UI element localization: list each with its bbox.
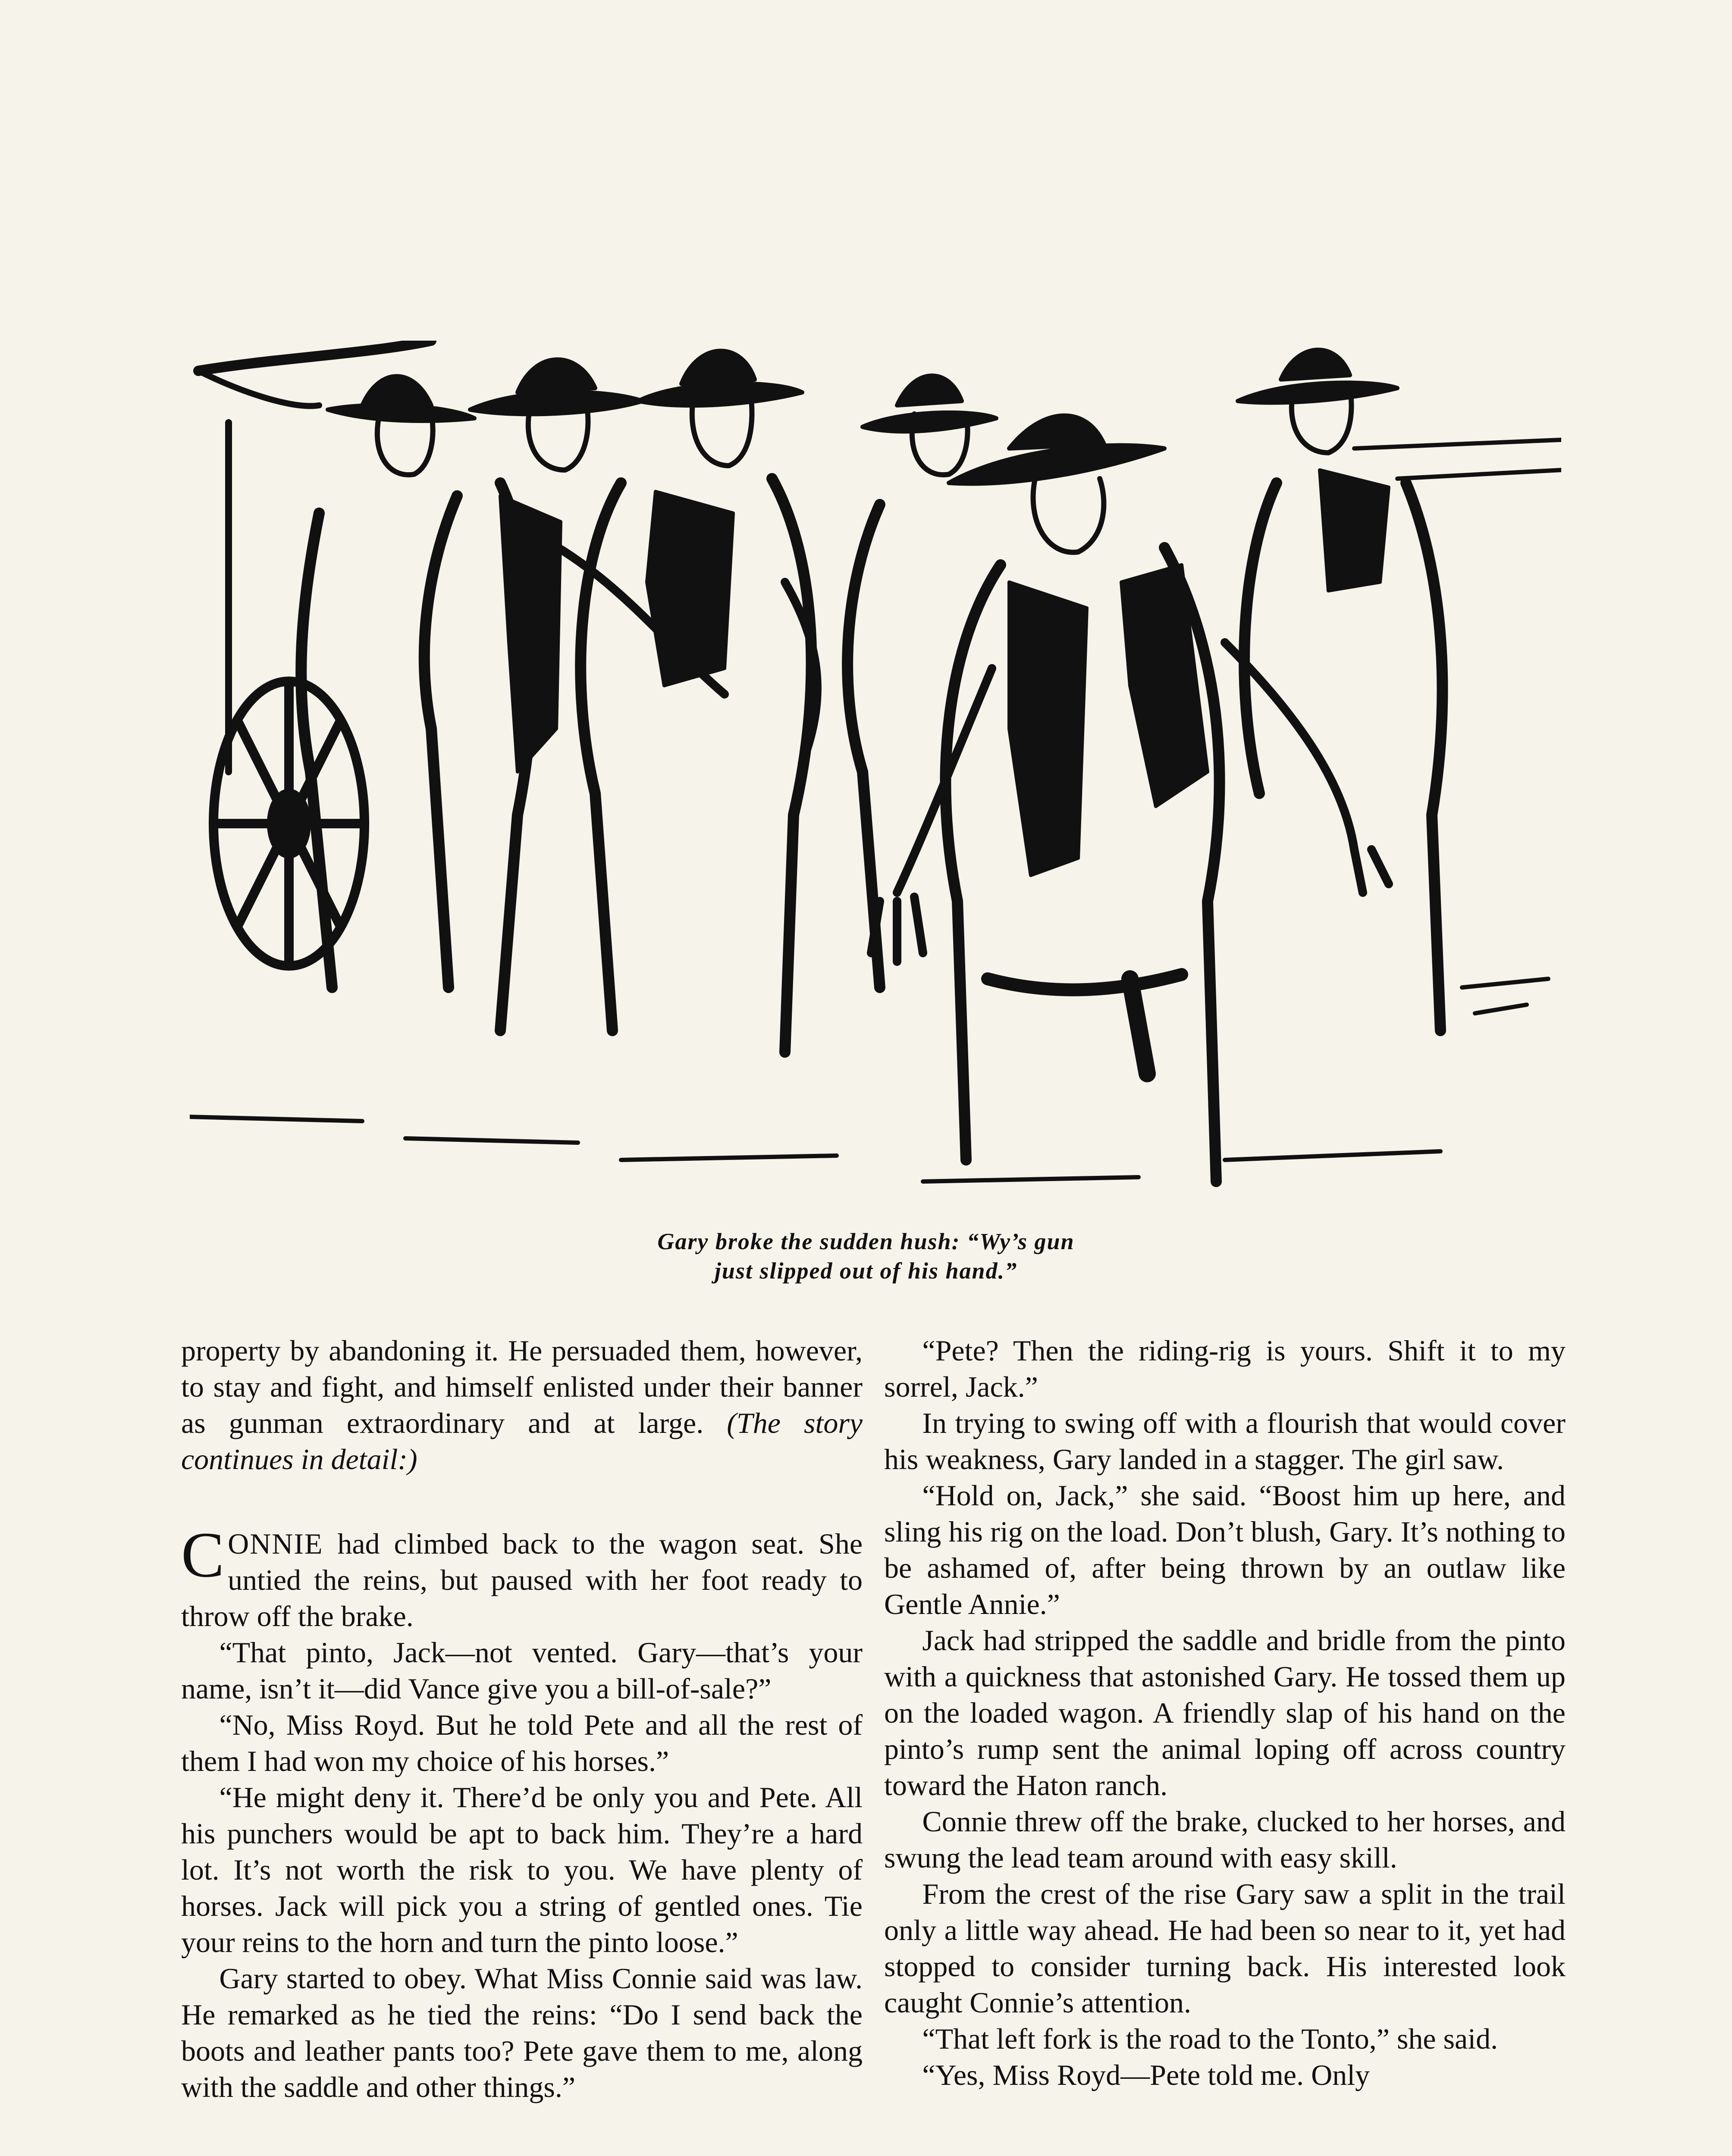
figures xyxy=(301,479,1442,1181)
small-caps-word: ONNIE xyxy=(228,1527,323,1560)
paragraph: Gary started to obey. What Miss Connie said was law. He remarked as he tied the reins: “Do I send back the boots and leather pants too? Pete gave them to me, along with the saddle and other things.” xyxy=(181,1962,863,2103)
caption-line: just slipped out of his hand.” xyxy=(714,1258,1018,1284)
hats xyxy=(328,350,1397,483)
paragraph: In trying to swing off with a flourish that would cover his weakness, Gary landed in a stagger. The girl saw. xyxy=(884,1407,1566,1476)
italic-note: (The story continues in detail:) xyxy=(181,1407,863,1476)
paragraph: “No, Miss Royd. But he told Pete and all the rest of them I had won my choice of his horses.” xyxy=(181,1708,863,1777)
gun-belt xyxy=(988,975,1182,1074)
caption-line: Gary broke the sudden hush: “Wy’s gun xyxy=(657,1228,1075,1254)
paragraph: Jack had stripped the saddle and bridle from the pinto with a quickness that astonished Gary. He tossed them up on the loaded wagon. A friendly slap of his hand on the pinto’s rump sent the animal loping off across country toward the Haton ranch. xyxy=(884,1624,1566,1802)
wagon-wheel xyxy=(213,681,364,966)
paragraph: “That left fork is the road to the Tonto,” she said. xyxy=(922,2022,1498,2055)
paragraph-text: property by abandoning it. He persuaded them, however, to stay and fight, and himself enlisted under their banner as gunman extraordinary and at large. xyxy=(181,1334,863,1439)
paragraph: “He might deny it. There’d be only you and Pete. All his punchers would be apt to back him. They’re a hard lot. It’s not worth the risk to you. We have plenty of horses. Jack will pick you a string of gentled ones. Tie your reins to the horn and turn the pinto loose.” xyxy=(181,1781,863,1959)
right-column xyxy=(884,1332,1566,2093)
drop-cap: C xyxy=(181,1519,225,1591)
paragraph-text: had climbed back to the wagon seat. She untied the reins, but paused with her foot ready to throw off the brake. xyxy=(181,1527,863,1633)
paragraph: “Yes, Miss Royd—Pete told me. Only xyxy=(922,2059,1370,2091)
paragraph: “Pete? Then the riding-rig is yours. Shift it to my sorrel, Jack.” xyxy=(884,1334,1566,1403)
left-column xyxy=(181,1332,863,2105)
paragraph: Connie threw off the brake, clucked to her horses, and swung the lead team around with easy skill. xyxy=(884,1805,1566,1874)
cowboys-illustration xyxy=(190,341,1561,1207)
paragraph: “That pinto, Jack—not vented. Gary—that’s your name, isn’t it—did Vance give you a bill-of-sale?” xyxy=(181,1636,863,1705)
paragraph xyxy=(181,1332,863,1477)
paragraph: “Hold on, Jack,” she said. “Boost him up here, and sling his rig on the load. Don’t blush, Gary. It’s nothing to be ashamed of, after being thrown by an outlaw like Gentle Annie.” xyxy=(884,1479,1566,1620)
illustration-drawing xyxy=(190,341,1561,1207)
paragraph: From the crest of the rise Gary saw a split in the trail only a little way ahead. He had been so near to it, yet had stopped to consider turning back. His interested look caught Connie’s attention. xyxy=(884,1877,1566,2019)
illustration-caption xyxy=(0,1227,1732,1285)
paragraph xyxy=(181,1519,863,1634)
